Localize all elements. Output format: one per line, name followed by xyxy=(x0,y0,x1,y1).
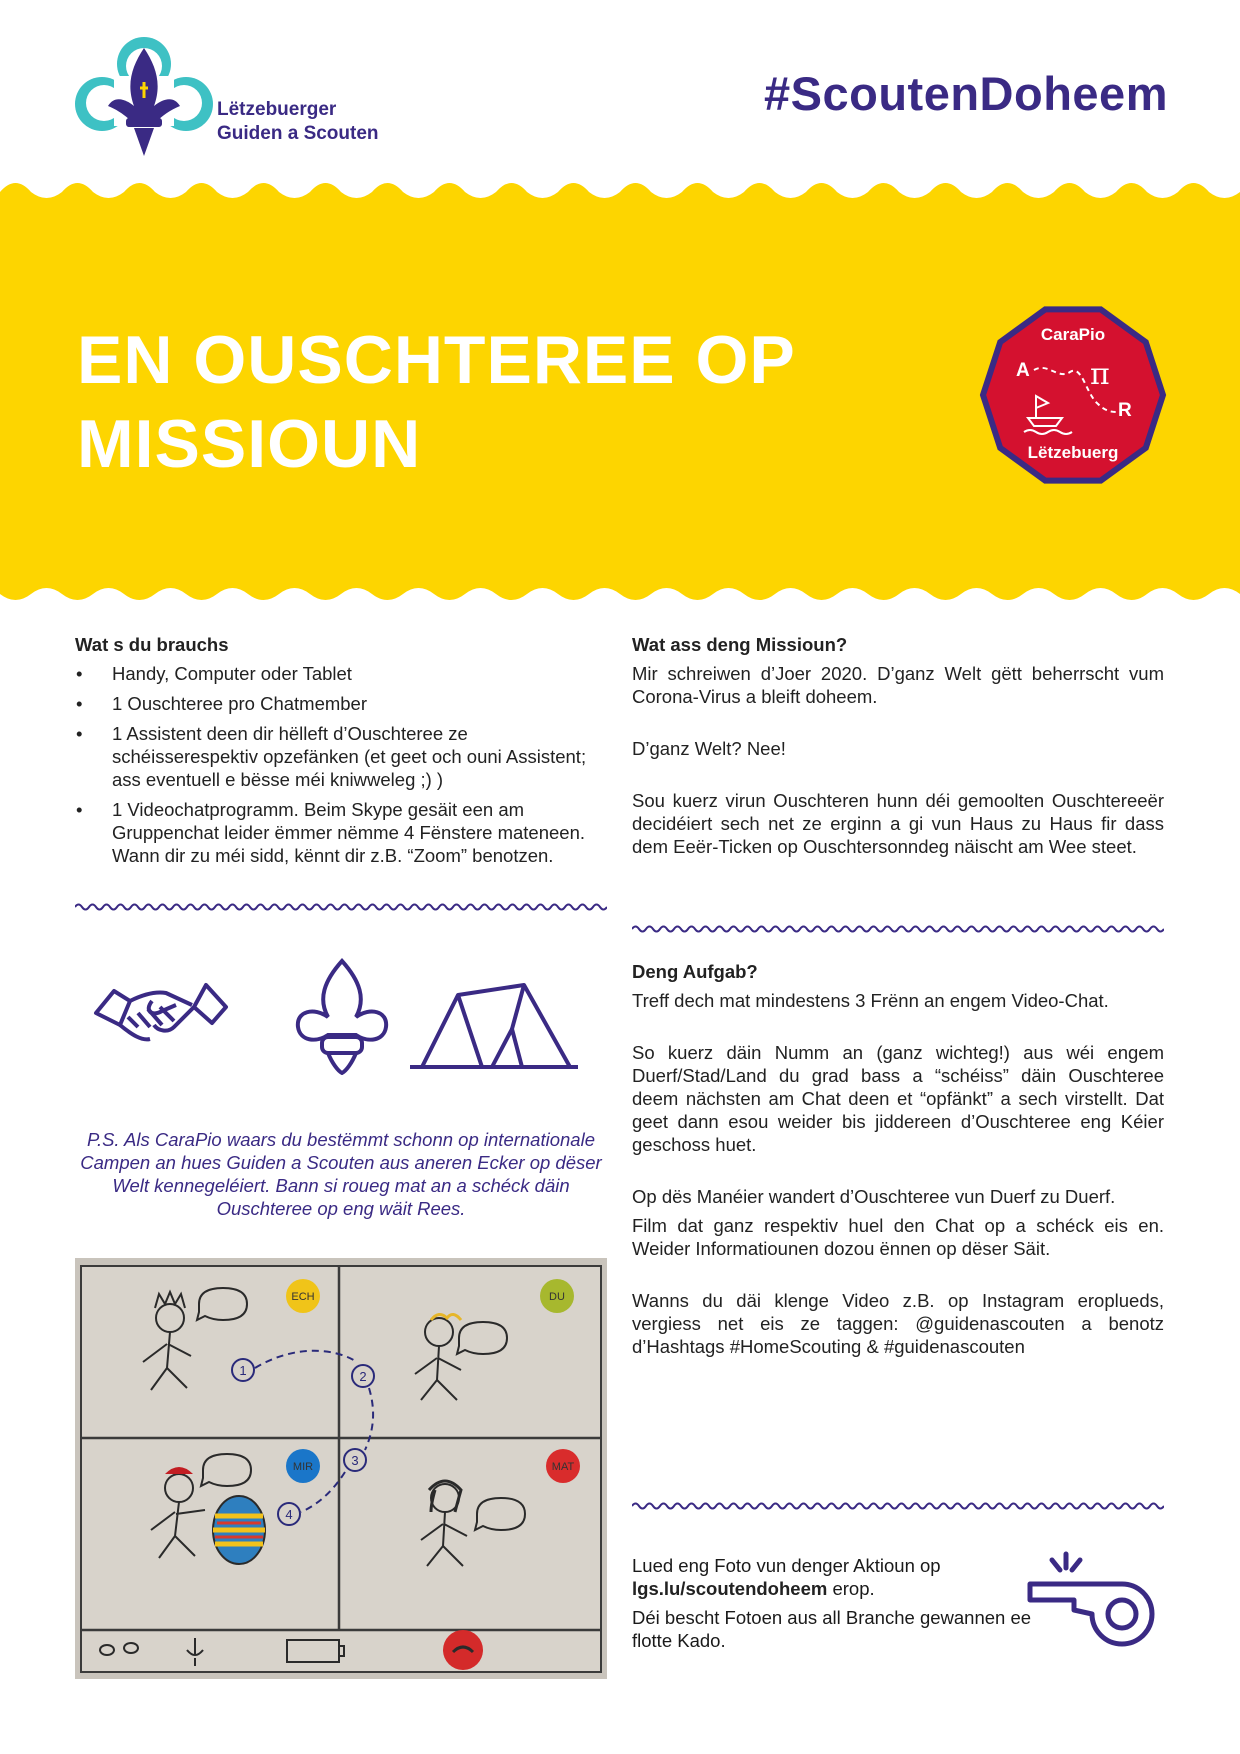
step-2: 2 xyxy=(359,1369,367,1384)
whistle-icon xyxy=(1022,1548,1162,1658)
list-item-text: 1 Videochatprogramm. Beim Skype gesäit een am Gruppenchat leider ëmmer nëmme 4 Fënstere mateneen. Wann dir zu méi sidd, kënnt dir z.B. “Zoom” benotzen. xyxy=(112,799,586,866)
tent-icon xyxy=(410,985,578,1067)
task-heading: Deng Aufgab? xyxy=(632,961,758,982)
title-line2: MISSIOUN xyxy=(77,406,422,482)
org-name-line2: Guiden a Scouten xyxy=(217,123,379,144)
task-section xyxy=(632,960,1164,1358)
mission-paragraph-3: Sou kuerz virun Ouschteren hunn déi gemoolten Ouschtereeër decidéiert sech net ze erginn a gi vun Haus zu Haus fir dass dem Eeër-Ticken op Ouschtersonndeg näischt am Wee steet. xyxy=(632,790,1164,857)
badge-top-text: CaraPio xyxy=(1040,325,1106,344)
list-item xyxy=(75,662,607,685)
ps-note: P.S. Als CaraPio waars du bestëmmt schonn op internationale Campen an hues Guiden a Scouten aus aneren Ecker op dëser Welt kennegeléiert. Bann si roueg mat an a schéck däin Ouschteree op eng wäit Rees. xyxy=(80,1129,602,1219)
wave-divider xyxy=(75,901,607,913)
needs-heading: Wat s du brauchs xyxy=(75,634,229,655)
org-name-line1: Lëtzebuerger xyxy=(217,99,337,120)
wave-divider xyxy=(632,1500,1164,1512)
list-item xyxy=(75,722,607,791)
list-item-text: 1 Assistent deen dir hëlleft d’Ouschteree ze schéisserespektiv opzefänken (et geet och ouni Assistent; ass eventuell e bësse méi kniwweleg ;) ) xyxy=(112,723,587,790)
label-mir: MIR xyxy=(292,1461,314,1473)
mission-section xyxy=(632,633,1164,858)
hashtag-title: #ScoutenDoheem xyxy=(764,67,1168,120)
badge-letter-r: R xyxy=(1118,400,1132,421)
task-paragraph-1: Treff dech mat mindestens 3 Frënn an engem Video-Chat. xyxy=(632,990,1109,1011)
badge-bottom-text: Lëtzebuerg xyxy=(1027,443,1119,462)
mission-heading: Wat ass deng Missioun? xyxy=(632,634,848,655)
upload-call-to-action xyxy=(632,1554,1032,1652)
needs-section xyxy=(75,633,607,874)
task-paragraph-2: So kuerz däin Numm an (ganz wichteg!) aus wéi engem Duerf/Stad/Land du grad bass a “schéiss” däin Ouschteree deem nächsten am Chat deen et “opfänkt” a sech virstellt. Dat geet dann esou weider bis jiddereen d’Ouschteree eng Kéier geschoss huet. xyxy=(632,1042,1164,1155)
guiden-scouten-logo xyxy=(74,36,214,161)
step-3: 3 xyxy=(351,1453,359,1468)
upload-link[interactable]: lgs.lu/scoutendoheem xyxy=(632,1578,828,1599)
carapio-badge xyxy=(978,300,1168,490)
cta-line-2: Déi bescht Fotoen aus all Branche gewannen ee flotte Kado. xyxy=(632,1607,1032,1651)
task-paragraph-3: Op dës Manéier wandert d’Ouschteree vun Duerf zu Duerf. xyxy=(632,1186,1116,1207)
title-line1: EN OUSCHTEREE OP xyxy=(77,322,796,398)
step-4: 4 xyxy=(285,1507,293,1522)
task-paragraph-4: Film dat ganz respektiv huel den Chat op a schéck eis en. Weider Informatiounen dozou ënnen op dëser Säit. xyxy=(632,1215,1164,1259)
needs-list xyxy=(75,662,607,867)
list-item-text: Handy, Computer oder Tablet xyxy=(112,663,352,684)
list-item xyxy=(75,798,607,867)
mission-paragraph-1: Mir schreiwen d’Joer 2020. D’ganz Welt gëtt beherrscht vum Corona-Virus a bleift doheem. xyxy=(632,663,1164,707)
list-item xyxy=(75,692,607,715)
badge-letter-a: A xyxy=(1016,360,1030,381)
wave-divider xyxy=(632,923,1164,935)
task-paragraph-5: Wanns du däi klenge Video z.B. op Instagram eroplueds, vergiess net eis ze taggen: @guidenascouten a benotz d’Hashtags #HomeScouting & #guidenascouten xyxy=(632,1290,1164,1357)
mission-paragraph-2: D’ganz Welt? Nee! xyxy=(632,738,786,759)
list-item-text: 1 Ouschteree pro Chatmember xyxy=(112,693,368,714)
video-chat-drawing xyxy=(75,1258,607,1679)
label-du: DU xyxy=(549,1291,565,1303)
cta-line-1 xyxy=(632,1554,1032,1600)
organisation-name xyxy=(217,98,379,146)
icon-row xyxy=(92,955,592,1075)
step-1: 1 xyxy=(239,1363,247,1378)
fleur-de-lis-icon xyxy=(298,961,386,1073)
cta-text-end: erop. xyxy=(827,1578,875,1599)
label-mat: MAT xyxy=(551,1461,575,1473)
page-title xyxy=(77,318,917,486)
label-ech: ECH xyxy=(291,1291,315,1303)
badge-pi-symbol: π xyxy=(1090,357,1110,392)
handshake-icon xyxy=(96,985,226,1039)
cta-text: Lued eng Foto vun denger Aktioun op xyxy=(632,1555,941,1576)
